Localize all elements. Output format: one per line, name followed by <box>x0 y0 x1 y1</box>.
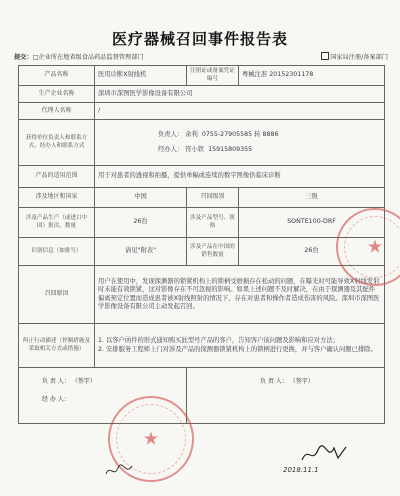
model-value: SONTE100-DRF <box>239 208 385 238</box>
product-name-value: 医用诊断X射线机 <box>95 66 187 86</box>
table-row <box>19 324 385 368</box>
reason-value: 用户在使用中，发现探测器的锁紧机构上的锁柄受磨损存在松动的问题，在曝光时可能导致X射线发射时未能有效锁紧，这对影像存在不可忽视的影响。如果上述问题不及时解决，在由于探测器及其配件偏离预定位置而造成患者被X射线照射的情况下，存在对患者和操作者造成伤害的风险。深圳市深图医学影像设备有限公司主动发起召回。 <box>95 266 385 324</box>
sign-right <box>187 368 385 424</box>
seal-star-icon: ★ <box>142 428 160 450</box>
sign-right-label: 负 责 人： <box>260 378 288 385</box>
class-label: 召回级别 <box>187 188 239 208</box>
reg-label: 注册证或备案凭证编号 <box>187 66 239 86</box>
table-row <box>19 166 385 188</box>
table-row <box>19 238 385 266</box>
measure-value <box>95 324 385 368</box>
model-label: 涉及产品型号、规格 <box>187 208 239 238</box>
china-sales-value: 26台 <box>239 238 385 266</box>
responsible-phone: 0755-27905585 转 8886 <box>201 131 279 138</box>
table-row <box>19 66 385 86</box>
product-name-label: 产品名称 <box>19 66 95 86</box>
region-value: 中国 <box>95 188 187 208</box>
usage-value: 用于对患者的透视和拍摄，提供单幅或连续的数字图像供临床诊断 <box>95 166 385 188</box>
table-row <box>19 368 385 424</box>
sign-left-label2: 经 办 人： <box>42 396 70 404</box>
signature-date: 2018.11.1 <box>283 466 319 474</box>
batch-label: 涉及产品生产（或进口中国）批次、数量 <box>19 208 95 238</box>
table-row <box>19 120 385 166</box>
signature-scribble-icon <box>300 444 350 466</box>
company-name-label: 生产企业名称 <box>19 86 95 103</box>
region-label: 涉及地区和国家 <box>19 188 95 208</box>
submit-target-text: □企业所在地省级食品药品监督管理部门 <box>32 54 144 61</box>
company-name-value: 深圳市深图医学影像设备有限公司 <box>95 86 385 103</box>
reason-label: 召回原因 <box>19 266 95 324</box>
table-row <box>19 188 385 208</box>
class-value: 三级 <box>239 188 385 208</box>
batch-value: 26台 <box>95 208 187 238</box>
submit-label: 提交： <box>14 54 33 61</box>
identify-label: 识别信息（如批号） <box>19 238 95 266</box>
submit-line <box>14 52 392 64</box>
responsible-name: 余利 <box>185 131 198 138</box>
submit-other <box>321 52 388 61</box>
table-row <box>19 266 385 324</box>
sign-left-sub: （签字） <box>71 378 96 385</box>
sign-left-label: 负 责 人： <box>42 378 70 385</box>
submit-other-text: 国家局注册/备案部门 <box>330 54 388 61</box>
responsible-label: 负责人： <box>158 131 184 138</box>
contact-label: 获得单位负责人和联系方式、经办人和联系方式 <box>19 120 95 166</box>
usage-label: 产品的适用范围 <box>19 166 95 188</box>
measure-item-1: 1. 以客户函件的形式通知购买此型号产品的客户，告知客户该问题及影响和应对方法； <box>98 337 339 344</box>
handler-label: 经办人： <box>158 145 184 153</box>
seal-star-icon: ★ <box>366 236 384 258</box>
submit-target <box>14 52 144 61</box>
table-row <box>19 86 385 103</box>
handler-name: 符小铁 <box>185 145 205 153</box>
china-sales-label: 涉及产品在中国的销售数量 <box>187 238 239 266</box>
document-title: 医疗器械召回事件报告表 <box>111 30 288 48</box>
measure-item-2: 2. 安排服务工程师上门对涉及产品的探测器锁紧机构上的锁柄进行更换，并与客户确认问题已排除。 <box>98 345 377 353</box>
identify-value: 请见"附表" <box>95 238 187 266</box>
checkbox-icon <box>321 52 329 60</box>
contact-value <box>95 120 385 166</box>
sign-left <box>19 368 187 424</box>
table-row <box>19 208 385 238</box>
sign-right-sub: （签字） <box>289 378 314 385</box>
agent-label: 代理人名称 <box>19 103 95 120</box>
agent-value: / <box>95 103 385 120</box>
handler-signature-icon <box>104 462 134 480</box>
reg-value: 粤械注准 20152301178 <box>239 66 385 86</box>
handler-phone: 15915809355 <box>208 145 253 153</box>
measure-label: 纠正行动描述（控制措施及采取相关方式或措施） <box>19 324 95 368</box>
recall-report-table <box>18 65 385 424</box>
table-row <box>19 103 385 120</box>
